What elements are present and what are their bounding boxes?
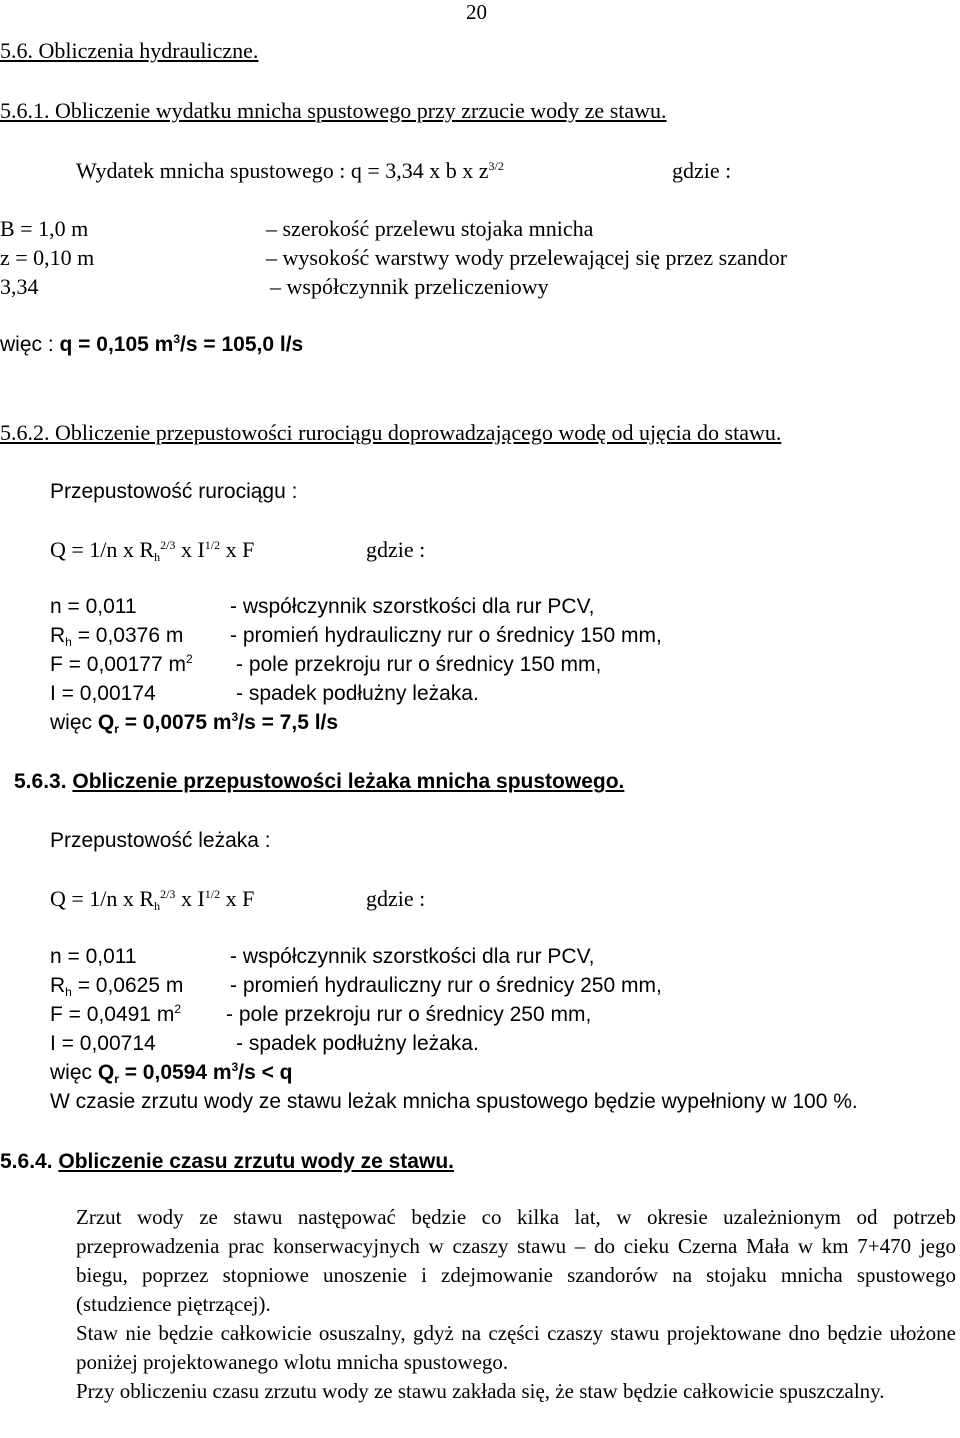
lez-rh-symbol	[50, 974, 183, 998]
lez-result-q: Q	[97, 1061, 115, 1084]
formula-Q-lezak-start: Q = 1/n x R	[50, 886, 155, 911]
param-coef-symbol: 3,34	[0, 274, 39, 299]
param-coef-desc: – współczynnik przeliczeniowy	[270, 274, 549, 299]
lez-i-symbol: I = 0,00714	[50, 1032, 156, 1055]
lez-rh-symbol-b: = 0,0625 m	[71, 974, 184, 997]
lez-f-desc: - pole przekroju rur o średnicy 250 mm,	[226, 1003, 592, 1026]
result-q-prefix: więc :	[0, 333, 60, 356]
rur-rh-symbol	[50, 624, 183, 648]
rur-n-desc: - współczynnik szorstkości dla rur PCV,	[230, 595, 595, 618]
rur-i-desc: - spadek podłużny leżaka.	[236, 682, 479, 705]
section-heading-5-6-3-num: 5.6.3.	[14, 770, 73, 793]
formula-Q-rurociag-where: gdzie :	[366, 537, 426, 562]
section-heading-5-6-4-text: Obliczenie czasu zrzutu wody ze stawu.	[58, 1150, 454, 1173]
lez-result-sub: r	[114, 1072, 119, 1086]
lez-result-prefix: więc	[50, 1061, 98, 1084]
lez-i-desc: - spadek podłużny leżaka.	[236, 1032, 479, 1055]
rur-result-q: Q	[97, 711, 115, 734]
lez-rh-symbol-sub: h	[65, 985, 72, 999]
rur-result	[50, 711, 338, 735]
rur-result-b: /s = 7,5 l/s	[238, 711, 339, 734]
formula-wydatek-lead: Wydatek mnicha spustowego : q = 3,34 x b x z	[76, 158, 489, 183]
page-number: 20	[466, 0, 487, 24]
lez-rh-desc: - promień hydrauliczny rur o średnicy 250 mm,	[230, 974, 662, 997]
section-heading-5-6	[0, 38, 258, 64]
formula-Q-lezak-mid: x I	[175, 886, 205, 911]
label-przepustowosc-lezaka: Przepustowość leżaka :	[50, 829, 271, 852]
formula-Q-lezak-exp1: 2/3	[160, 887, 176, 901]
section-heading-5-6-4	[0, 1150, 454, 1174]
result-q	[0, 333, 303, 357]
rur-result-sub: r	[114, 722, 119, 736]
formula-Q-rurociag-mid: x I	[175, 537, 205, 562]
section-heading-5-6-3	[14, 770, 624, 794]
rur-rh-symbol-a: R	[50, 624, 66, 647]
rur-rh-desc: - promień hydrauliczny rur o średnicy 150 mm,	[230, 624, 662, 647]
lez-note: W czasie zrzutu wody ze stawu leżak mnicha spustowego będzie wypełniony w 100 %.	[50, 1090, 858, 1113]
rur-f-symbol	[50, 653, 193, 677]
formula-Q-lezak	[50, 886, 254, 912]
rur-i-symbol: I = 0,00174	[50, 682, 156, 705]
section-heading-5-6-4-num: 5.6.4.	[0, 1150, 59, 1173]
formula-wydatek-where: gdzie :	[672, 158, 732, 183]
lez-result-b: /s < q	[238, 1061, 293, 1084]
formula-Q-lezak-exp2: 1/2	[204, 887, 221, 901]
formula-Q-rurociag-start: Q = 1/n x R	[50, 537, 155, 562]
param-b-symbol: B = 1,0 m	[0, 216, 89, 241]
lez-f-symbol-text: F = 0,0491 m	[50, 1003, 175, 1026]
rur-rh-symbol-sub: h	[65, 635, 72, 649]
formula-Q-rurociag	[50, 537, 254, 563]
rur-n-symbol: n = 0,011	[50, 595, 137, 618]
section-heading-5-6-3-text: Obliczenie przepustowości leżaka mnicha spustowego.	[72, 770, 625, 793]
label-przepustowosc-rurociagu: Przepustowość rurociągu :	[50, 480, 298, 503]
param-z-symbol: z = 0,10 m	[0, 245, 95, 270]
rur-f-symbol-exp: 2	[186, 652, 193, 666]
result-q-value-b: /s = 105,0 l/s	[180, 333, 304, 356]
param-b-desc: – szerokość przelewu stojaka mnicha	[266, 216, 594, 241]
formula-Q-rurociag-sub: h	[154, 550, 161, 564]
paragraph-2: Staw nie będzie całkowicie osuszalny, gdyż na części czaszy stawu projektowane dno będzie ułożone poniżej projektowanego wlotu mnicha spustowego.	[76, 1321, 956, 1374]
formula-Q-lezak-sub: h	[154, 899, 161, 913]
formula-Q-rurociag-exp2: 1/2	[204, 538, 221, 552]
rur-f-desc: - pole przekroju rur o średnicy 150 mm,	[236, 653, 602, 676]
result-q-exp: 3	[173, 332, 181, 346]
paragraph-3: Przy obliczeniu czasu zrzutu wody ze stawu zakłada się, że staw będzie całkowicie spuszczalny.	[76, 1379, 885, 1403]
paragraph-1: Zrzut wody ze stawu następować będzie co kilka lat, w okresie uzależnionym od potrzeb przeprowadzenia prac konserwacyjnych w czaszy stawu – do cieku Czerna Mała w km 7+470 jego biegu, poprzez stopniowe unoszenie i zdejmowanie szandorów na stojaku mnicha spustowego (studzience piętrzącej).	[76, 1205, 956, 1316]
lez-result-a: = 0,0594 m	[118, 1061, 232, 1084]
section-heading-5-6-2: 5.6.2. Obliczenie przepustowości rurociągu doprowadzającego wodę od ujęcia do stawu.	[0, 420, 782, 445]
lez-result-exp: 3	[231, 1060, 239, 1074]
lez-f-symbol	[50, 1003, 181, 1027]
body-text	[76, 1203, 956, 1406]
section-heading-5-6-1: 5.6.1. Obliczenie wydatku mnicha spustowego przy zrzucie wody ze stawu.	[0, 98, 667, 123]
rur-result-prefix: więc	[50, 711, 98, 734]
formula-wydatek-exp: 3/2	[488, 159, 504, 173]
section-heading-5-6-text: 5.6. Obliczenia hydrauliczne.	[0, 38, 259, 63]
formula-Q-rurociag-end: x F	[220, 537, 255, 562]
formula-wydatek	[76, 158, 504, 184]
rur-result-a: = 0,0075 m	[118, 711, 232, 734]
lez-f-symbol-exp: 2	[174, 1002, 182, 1016]
lez-n-desc: - współczynnik szorstkości dla rur PCV,	[230, 945, 595, 968]
lez-n-symbol: n = 0,011	[50, 945, 137, 968]
result-q-value-a: q = 0,105 m	[59, 333, 174, 356]
formula-Q-rurociag-exp1: 2/3	[160, 538, 176, 552]
rur-result-exp: 3	[231, 710, 239, 724]
rur-rh-symbol-b: = 0,0376 m	[71, 624, 184, 647]
formula-Q-lezak-where: gdzie :	[366, 886, 426, 911]
rur-f-symbol-text: F = 0,00177 m	[50, 653, 186, 676]
param-z-desc: – wysokość warstwy wody przelewającej się przez szandor	[266, 245, 788, 270]
formula-Q-lezak-end: x F	[220, 886, 255, 911]
lez-result	[50, 1061, 293, 1085]
lez-rh-symbol-a: R	[50, 974, 66, 997]
